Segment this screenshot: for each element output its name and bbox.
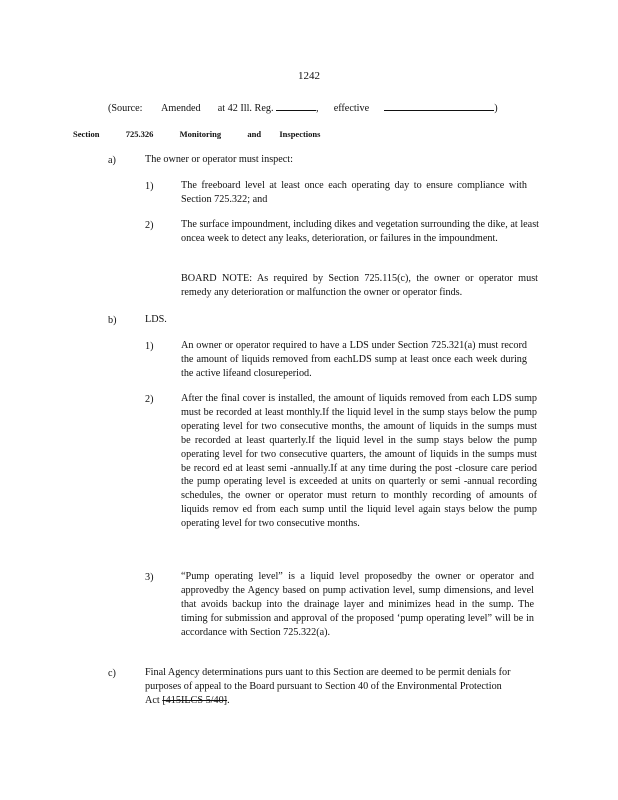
register-blank bbox=[276, 100, 316, 111]
item-b2-text: After the final cover is installed, the amount of liquids removed from each LDS sump must be recorded at least monthly.If the liquid level in the sump stays below the pump operating level for two consecutive months, the amount of liquids in the sumps must be recorded at least quarterly.If the liquid level in the sump stays below the pump operating level for two consecutive quarters, the amount of liquids in the sumps must be record ed at least semi -annually.If at any time during the post -closure care period the pump operating level is exceeded at units on quarterly or semi -annual recording schedules, the owner or operator must return to monthly recording of amounts of liquids remov ed from each sump until the liquid level again stays below the pump operating level for two consecutive months. bbox=[181, 393, 537, 530]
item-b3-text: “Pump operating level” is a liquid level proposedby the owner or operator and approvedby the Agency based on pump activation level, sump dimensions, and level that avoids backup into the drainage layer and minimizes head in the sump. The timing for submission and approval of the proposed ‘pump operating level” will be in accordance with Section 725.322(a). bbox=[181, 571, 534, 638]
subsection-b-label: b) bbox=[108, 315, 117, 326]
item-b2-label: 2) bbox=[145, 394, 154, 405]
item-a2-label: 2) bbox=[145, 220, 154, 231]
section-title-3: Inspections bbox=[279, 129, 321, 139]
section-heading bbox=[73, 129, 320, 139]
item-a2-text: The surface impoundment, including dikes and vegetation surrounding the dike, at least oncea week to detect any leaks, deterioration, or failures in the impoundment. bbox=[181, 219, 539, 244]
item-b1-label: 1) bbox=[145, 341, 154, 352]
item-b3-label: 3) bbox=[145, 572, 154, 583]
section-title-1: Monitoring bbox=[179, 129, 222, 139]
source-close: ) bbox=[494, 103, 498, 114]
subsection-a-text: The owner or operator must inspect: bbox=[145, 154, 293, 165]
section-number: 725.326 bbox=[125, 129, 154, 139]
source-prefix: (Source: bbox=[108, 103, 143, 114]
page-number: 1242 bbox=[298, 70, 320, 82]
struck-citation: [415ILCS 5/40] bbox=[162, 694, 228, 706]
subsection-c-text bbox=[145, 666, 517, 708]
subsection-b-text: LDS. bbox=[145, 314, 167, 325]
source-effective: effective bbox=[333, 103, 370, 114]
source-comma: , bbox=[316, 103, 319, 114]
subsection-c-body: Final Agency determinations purs uant to this Section are deemed to be permit denials for purposes of appeal to the Board pursuant to Section 40 of the Environmental Protection Act bbox=[145, 667, 511, 706]
item-a1-text: The freeboard level at least once each operating day to ensure compliance with Section 725.322; and bbox=[181, 180, 527, 205]
board-note: BOARD NOTE: As required by Section 725.115(c), the owner or operator must remedy any deterioration or malfunction the owner or operator finds. bbox=[181, 273, 538, 298]
item-a1-label: 1) bbox=[145, 181, 154, 192]
subsection-c-label: c) bbox=[108, 668, 116, 679]
effective-blank bbox=[384, 100, 494, 111]
item-b1-text: An owner or operator required to have a LDS under Section 725.321(a) must record the amount of liquids removed from eachLDS sump at least once each week during the active lifeand closureperiod. bbox=[181, 340, 527, 379]
source-note bbox=[108, 100, 498, 114]
section-title-2: and bbox=[247, 129, 262, 139]
source-amended: Amended bbox=[161, 103, 201, 114]
section-word: Section bbox=[73, 129, 100, 139]
subsection-c-end: . bbox=[227, 694, 230, 706]
subsection-a-label: a) bbox=[108, 155, 116, 166]
source-register: at 42 Ill. Reg. bbox=[217, 103, 274, 114]
